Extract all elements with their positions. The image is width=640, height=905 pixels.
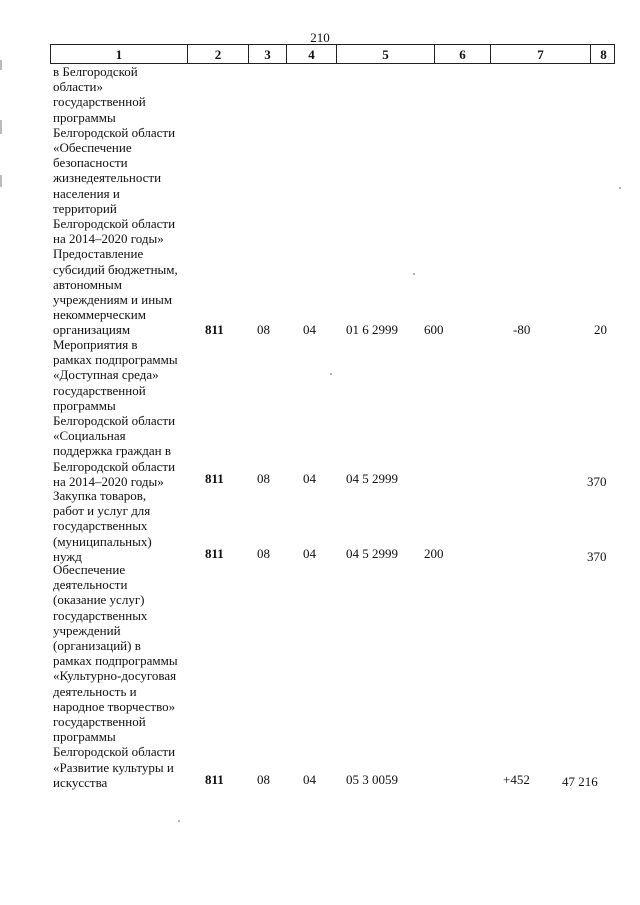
cell-subsection: 04 [303,471,316,486]
text-line: государственной [53,94,146,110]
text-line: Белгородской области [53,413,176,429]
page-number: 210 [310,30,330,45]
text-line: в Белгородской [53,64,138,79]
cell-ministry-code: 811 [205,546,224,561]
text-line: учреждениям и иным [53,292,173,308]
cell-section: 08 [257,546,270,561]
cell-amount: 47 216 [562,774,598,789]
cell-ministry-code: 811 [205,322,224,337]
header-col-8: 8 [600,47,607,62]
text-line: народное творчество» [53,698,176,714]
text-line: поддержка граждан в [53,443,172,459]
scan-speck [178,820,180,822]
text-line: субсидий бюджетным, [53,261,178,277]
table-header [50,44,615,64]
text-line: деятельность и [53,683,137,699]
text-line: (организаций) в [53,638,141,654]
text-line: программы [53,397,116,413]
cell-expense-type: 200 [424,546,444,561]
text-line: рамках подпрограммы [53,352,178,368]
header-col-1: 1 [51,45,188,63]
text-line: «Культурно-досуговая [53,668,177,684]
text-line: Предоставление [53,246,144,262]
cell-ministry-code: 811 [205,772,224,787]
text-line: Обеспечение [53,562,126,577]
cell-subsection: 04 [303,546,316,561]
cell-expense-type: 600 [424,322,444,337]
cell-ministry-code: 811 [205,471,224,486]
row-description [53,488,181,564]
header-col-3: 3 [249,45,287,63]
cell-section: 08 [257,772,270,787]
text-line: (оказание услуг) [53,592,145,608]
cell-amount: 370 [587,549,607,564]
cell-target-article: 01 6 2999 [346,322,398,337]
scan-edge [0,0,4,905]
text-line: на 2014–2020 годы» [53,473,164,489]
text-line: на 2014–2020 годы» [53,231,164,247]
text-line: государственной [53,382,146,398]
row-description [53,337,181,489]
scan-speck [413,273,415,275]
text-line: автономным [53,276,122,292]
text-line: учреждений [53,622,121,638]
text-line: организациям [53,322,131,338]
text-line: жизнедеятельности [53,170,162,186]
scan-speck [330,373,332,375]
cell-target-article: 05 3 0059 [346,772,398,787]
cell-section: 08 [257,471,270,486]
header-col-6: 6 [435,45,491,63]
text-line: населения и [53,185,120,201]
header-col-2: 2 [188,45,249,63]
text-line: государственных [53,518,148,534]
cell-amount: 20 [594,322,607,337]
text-line: государственной [53,714,146,730]
text-line: области» [53,79,103,95]
text-line: безопасности [53,155,128,171]
text-line: «Социальная [53,428,126,444]
text-line: работ и услуг для [53,503,151,519]
cell-target-article: 04 5 2999 [346,546,398,561]
text-line: Белгородской области [53,124,176,140]
text-line: рамках подпрограммы [53,653,178,669]
scan-speck [619,187,621,189]
cell-target-article: 04 5 2999 [346,471,398,486]
text-line: нужд [53,548,82,564]
cell-change: +452 [503,772,530,787]
text-line: некоммерческим [53,307,146,323]
text-line: программы [53,109,116,125]
cell-subsection: 04 [303,772,316,787]
cell-change: -80 [513,322,531,337]
row-description [53,562,181,790]
header-col-4: 4 [287,45,337,63]
text-line: (муниципальных) [53,533,152,549]
text-line: государственных [53,607,148,623]
text-line: «Доступная среда» [53,367,159,383]
text-line: «Обеспечение [53,140,132,156]
text-line: Белгородской области [53,458,176,474]
text-line: искусства [53,774,108,790]
text-line: «Развитие культуры и [53,759,174,775]
text-line: Белгородской области [53,744,176,760]
text-line: деятельности [53,577,128,593]
cell-section: 08 [257,322,270,337]
header-col-7: 7 [491,45,591,63]
text-line: программы [53,729,116,745]
text-line: Белгородской области [53,216,176,232]
header-col-5: 5 [337,45,435,63]
text-line: территорий [53,200,117,216]
text-line: Закупка товаров, [53,488,147,503]
row-description [53,64,181,338]
text-line: Мероприятия в [53,337,138,352]
cell-amount: 370 [587,474,607,489]
cell-subsection: 04 [303,322,316,337]
